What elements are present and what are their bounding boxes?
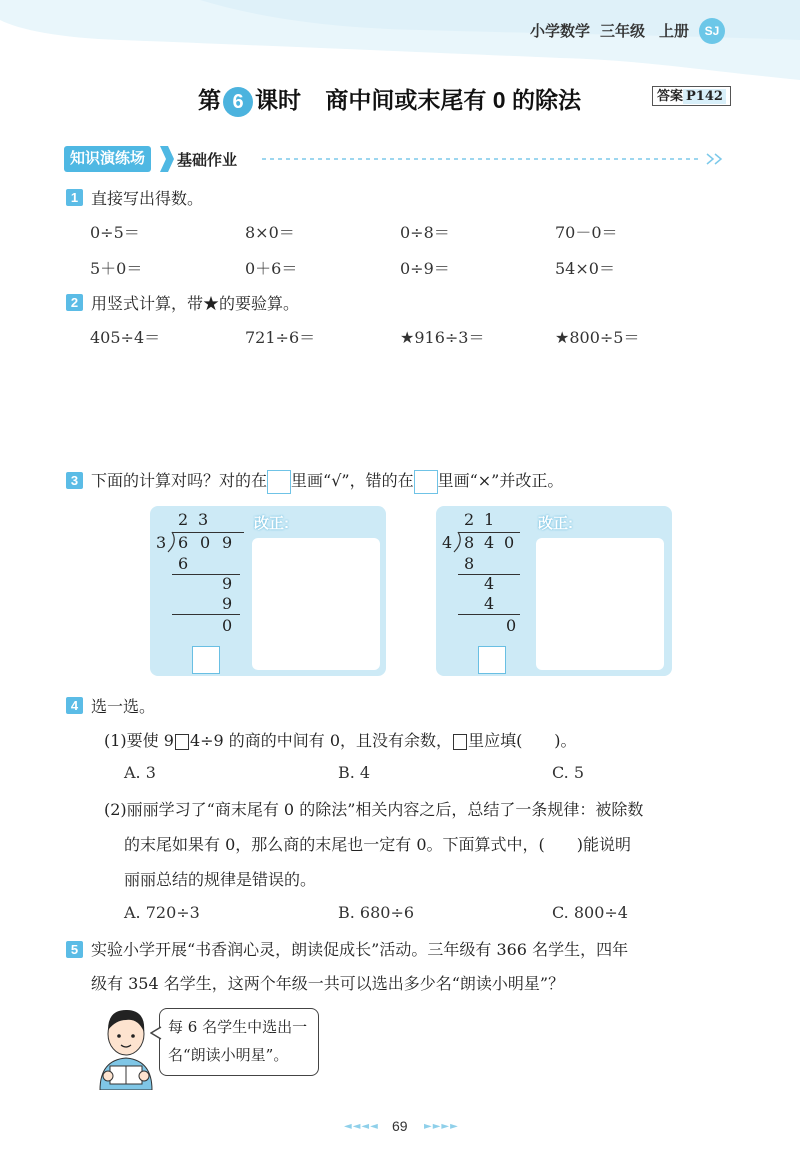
step-value: 6 xyxy=(178,554,189,573)
remainder: 0 xyxy=(506,616,517,635)
quotient-digit: 3 xyxy=(198,510,209,529)
question-3-number: 3 xyxy=(66,472,83,489)
q4-sub1-option[interactable]: B. 4 xyxy=(338,763,371,782)
division-bracket xyxy=(166,530,176,554)
title-prefix: 第 xyxy=(198,87,221,113)
answer-box-sample xyxy=(414,470,438,494)
q1-item: 0÷8＝ xyxy=(400,223,450,242)
question-3-prompt xyxy=(91,468,563,494)
answer-page: P142 xyxy=(683,89,726,104)
q4-sub1-text xyxy=(104,728,577,751)
q2-item: 721÷6＝ xyxy=(245,328,316,347)
judgement-box-2[interactable] xyxy=(478,646,506,674)
blank-digit-box xyxy=(453,734,467,750)
volume-label: 上册 xyxy=(659,23,690,40)
bubble-line: 名“朗读小明星”。 xyxy=(168,1046,289,1064)
judgement-box-1[interactable] xyxy=(192,646,220,674)
q4-sub2-line: 丽丽总结的规律是错误的。 xyxy=(124,870,317,889)
question-5-number: 5 xyxy=(66,941,83,958)
q5-line: 级有 354 名学生，这两个年级一共可以选出多少名“朗读小明星”？ xyxy=(91,974,565,993)
title-topic: 商中间或末尾有 0 的除法 xyxy=(325,87,581,113)
quotient-digit: 2 xyxy=(178,510,189,529)
dividend-digit: 9 xyxy=(222,533,233,552)
q4-sub1-option[interactable]: C. 5 xyxy=(552,763,585,782)
step-line xyxy=(458,614,520,615)
page-title xyxy=(198,82,581,117)
hint-speech-bubble xyxy=(159,1008,319,1076)
step-value: 9 xyxy=(222,574,233,593)
correction-label-2: 改正: xyxy=(538,515,573,532)
q4-sub1-option[interactable]: A. 3 xyxy=(124,763,156,782)
edition-badge: SJ xyxy=(699,18,725,44)
calc-card-2 xyxy=(436,506,672,676)
step-value: 9 xyxy=(222,594,233,613)
section-subtitle: 基础作业 xyxy=(177,152,238,169)
q4-sub2-line: (2)丽丽学习了“商末尾有 0 的除法”相关内容之后，总结了一条规律：被除数 xyxy=(104,800,644,819)
q1-item: 0÷9＝ xyxy=(400,259,450,278)
q1-item: 54×0＝ xyxy=(555,259,615,278)
footer-left-arrows: ◄◄◄◄ xyxy=(344,1121,379,1132)
division-bracket xyxy=(452,530,462,554)
q2-item: 405÷4＝ xyxy=(90,328,161,347)
boy-reading-illustration xyxy=(94,1004,158,1090)
blank-digit-box xyxy=(175,734,189,750)
footer-right-arrows: ►►►► xyxy=(424,1121,459,1132)
q1-item: 5＋0＝ xyxy=(90,259,143,278)
step-line xyxy=(172,614,240,615)
calc-card-1 xyxy=(150,506,386,676)
q1-item: 0÷5＝ xyxy=(90,223,140,242)
q3-prompt-c: 里画“×”并改正。 xyxy=(437,471,564,490)
section-tag: 知识演练场 xyxy=(64,146,151,172)
q1-item: 0＋6＝ xyxy=(245,259,298,278)
q4-sub2-option[interactable]: C. 800÷4 xyxy=(552,903,628,922)
answer-label: 答案 xyxy=(657,88,684,103)
q4-sub2-option[interactable]: A. 720÷3 xyxy=(124,903,200,922)
question-1-number: 1 xyxy=(66,189,83,206)
step-value: 4 xyxy=(484,594,495,613)
q2-item: ★916÷3＝ xyxy=(400,328,485,347)
grade-label: 三年级 xyxy=(600,23,646,40)
book-name: 小学数学 xyxy=(530,23,591,40)
correction-area-2[interactable] xyxy=(536,538,664,670)
bubble-line: 每 6 名学生中选出一 xyxy=(168,1018,308,1036)
q4-sub1-b: 4÷9 的商的中间有 0，且没有余数， xyxy=(189,731,453,750)
tag-arrow xyxy=(160,146,174,172)
section-dashed-line xyxy=(262,152,727,166)
answer-reference[interactable] xyxy=(652,86,731,106)
lesson-number: 6 xyxy=(223,87,253,117)
dividend-digit: 0 xyxy=(200,533,211,552)
question-2-prompt: 用竖式计算，带★的要验算。 xyxy=(91,294,300,313)
step-value: 4 xyxy=(484,574,495,593)
q4-sub2-line: 的末尾如果有 0，那么商的末尾也一定有 0。下面算式中，( )能说明 xyxy=(124,835,632,854)
q3-prompt-a: 下面的计算对吗？对的在 xyxy=(91,471,268,490)
divisor: 4 xyxy=(442,533,453,552)
page-number: 69 xyxy=(392,1118,408,1134)
dividend-digit: 0 xyxy=(504,533,515,552)
divisor: 3 xyxy=(156,533,167,552)
q1-item: 8×0＝ xyxy=(245,223,295,242)
remainder: 0 xyxy=(222,616,233,635)
correction-area-1[interactable] xyxy=(252,538,380,670)
bubble-tail xyxy=(150,1026,162,1040)
title-lesson-word: 课时 xyxy=(255,87,301,113)
dividend-digit: 8 xyxy=(464,533,475,552)
dividend-digit: 4 xyxy=(484,533,495,552)
answer-box-sample xyxy=(267,470,291,494)
correction-label-1: 改正: xyxy=(254,515,289,532)
q5-line: 实验小学开展“书香润心灵，朗读促成长”活动。三年级有 366 名学生，四年 xyxy=(91,940,629,959)
question-1-prompt: 直接写出得数。 xyxy=(91,189,204,208)
question-4-number: 4 xyxy=(66,697,83,714)
step-value: 8 xyxy=(464,554,475,573)
quotient-digit: 2 xyxy=(464,510,475,529)
q1-item: 70－0＝ xyxy=(555,223,618,242)
question-2-number: 2 xyxy=(66,294,83,311)
quotient-digit: 1 xyxy=(484,510,495,529)
q2-item: ★800÷5＝ xyxy=(555,328,640,347)
q4-sub1-a: (1)要使 9 xyxy=(104,731,174,750)
dividend-digit: 6 xyxy=(178,533,189,552)
q4-sub1-c: 里应填( )。 xyxy=(468,731,577,750)
question-4-prompt: 选一选。 xyxy=(91,697,156,716)
q4-sub2-option[interactable]: B. 680÷6 xyxy=(338,903,415,922)
q3-prompt-b: 里画“√”，错的在 xyxy=(291,471,414,490)
